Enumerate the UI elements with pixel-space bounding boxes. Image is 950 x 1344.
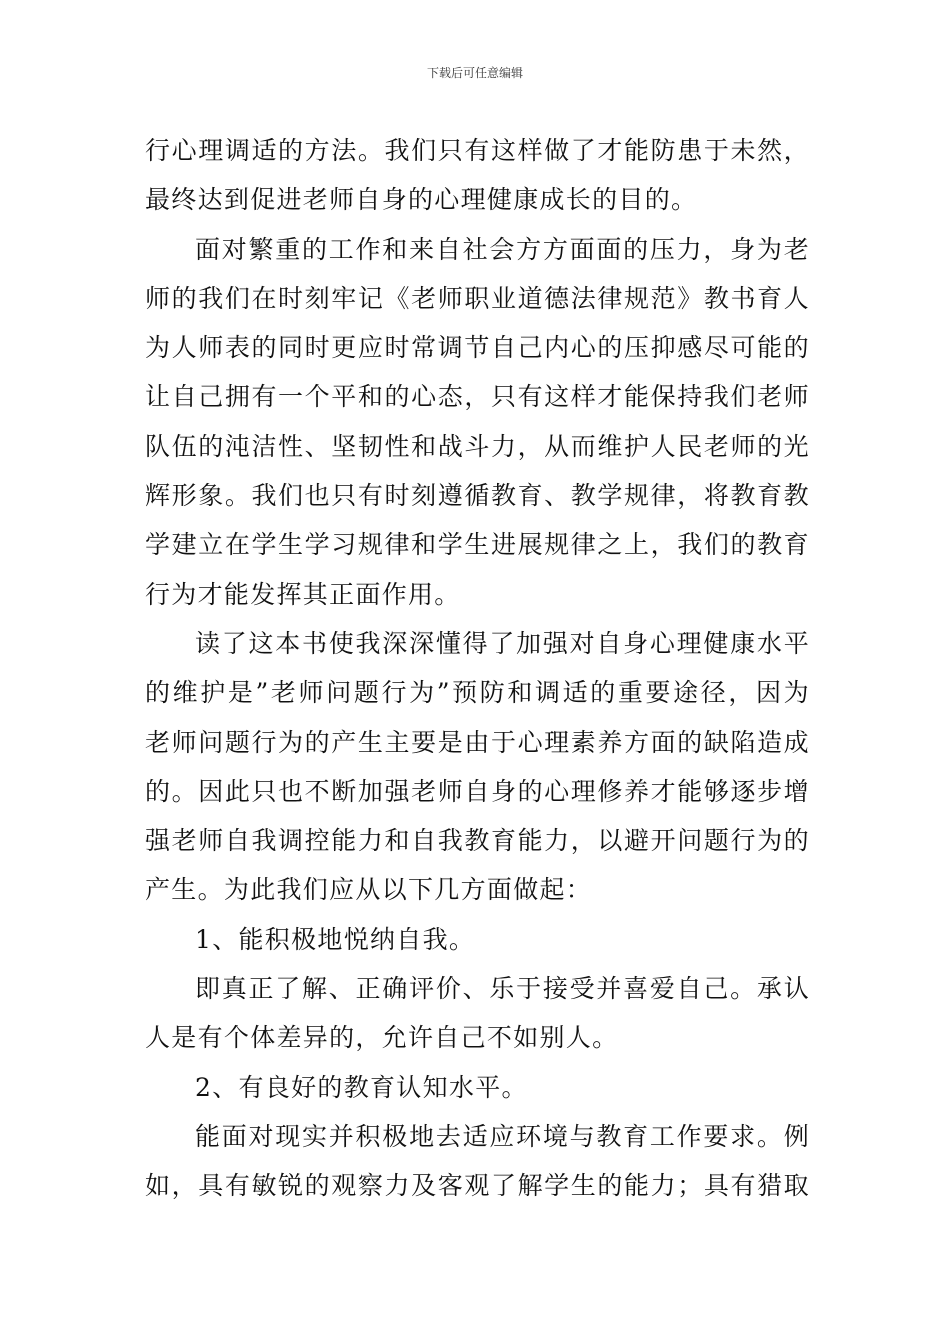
- text-line-3: 面对繁重的工作和来自社会方方面面的压力，身为老: [195, 234, 810, 264]
- text-line-19: 人是有个体差异的，允许自己不如别人。: [145, 1023, 619, 1053]
- page-header: 下载后可任意编辑: [426, 66, 523, 80]
- text-line-12: 的维护是”老师问题行为”预防和调适的重要途径，因为: [145, 678, 810, 708]
- text-line-7: 队伍的沌洁性、坚韧性和战斗力，从而维护人民老师的光: [145, 431, 810, 461]
- text-line-9: 学建立在学生学习规律和学生进展规律之上，我们的教育: [145, 530, 810, 560]
- text-line-6: 让自己拥有一个平和的心态，只有这样才能保持我们老师: [145, 382, 810, 412]
- text-line-21: 能面对现实并积极地去适应环境与教育工作要求。例: [195, 1121, 810, 1151]
- text-line-16: 产生。为此我们应从以下几方面做起：: [145, 875, 593, 905]
- text-line-13: 老师问题行为的产生主要是由于心理素养方面的缺陷造成: [145, 727, 810, 757]
- text-line-11: 读了这本书使我深深懂得了加强对自身心理健康水平: [195, 628, 810, 658]
- text-line-1: 行心理调适的方法。我们只有这样做了才能防患于未然，: [145, 136, 810, 165]
- text-line-14: 的。因此只也不断加强老师自身的心理修养才能够逐步增: [145, 776, 810, 806]
- text-line-10: 行为才能发挥其正面作用。: [145, 579, 461, 609]
- text-line-15: 强老师自我调控能力和自我教育能力，以避开问题行为的: [145, 826, 810, 856]
- text-line-5: 为人师表的同时更应时常调节自己内心的压抑感尽可能的: [145, 333, 810, 363]
- text-line-8: 辉形象。我们也只有时刻遵循教育、教学规律，将教育教: [145, 481, 810, 511]
- text-line-2: 最终达到促进老师自身的心理健康成长的目的。: [145, 185, 698, 215]
- text-line-18: 即真正了解、正确评价、乐于接受并喜爱自己。承认: [195, 974, 810, 1004]
- text-line-22: 如，具有敏锐的观察力及客观了解学生的能力；具有猎取: [145, 1171, 810, 1201]
- document-body: [145, 126, 810, 1211]
- list-heading-2: 2、有良好的教育认知水平。: [195, 1072, 528, 1102]
- list-heading-1: 1、能积极地悦纳自我。: [195, 924, 476, 954]
- text-line-4: 师的我们在时刻牢记《老师职业道德法律规范》教书育人: [145, 283, 810, 313]
